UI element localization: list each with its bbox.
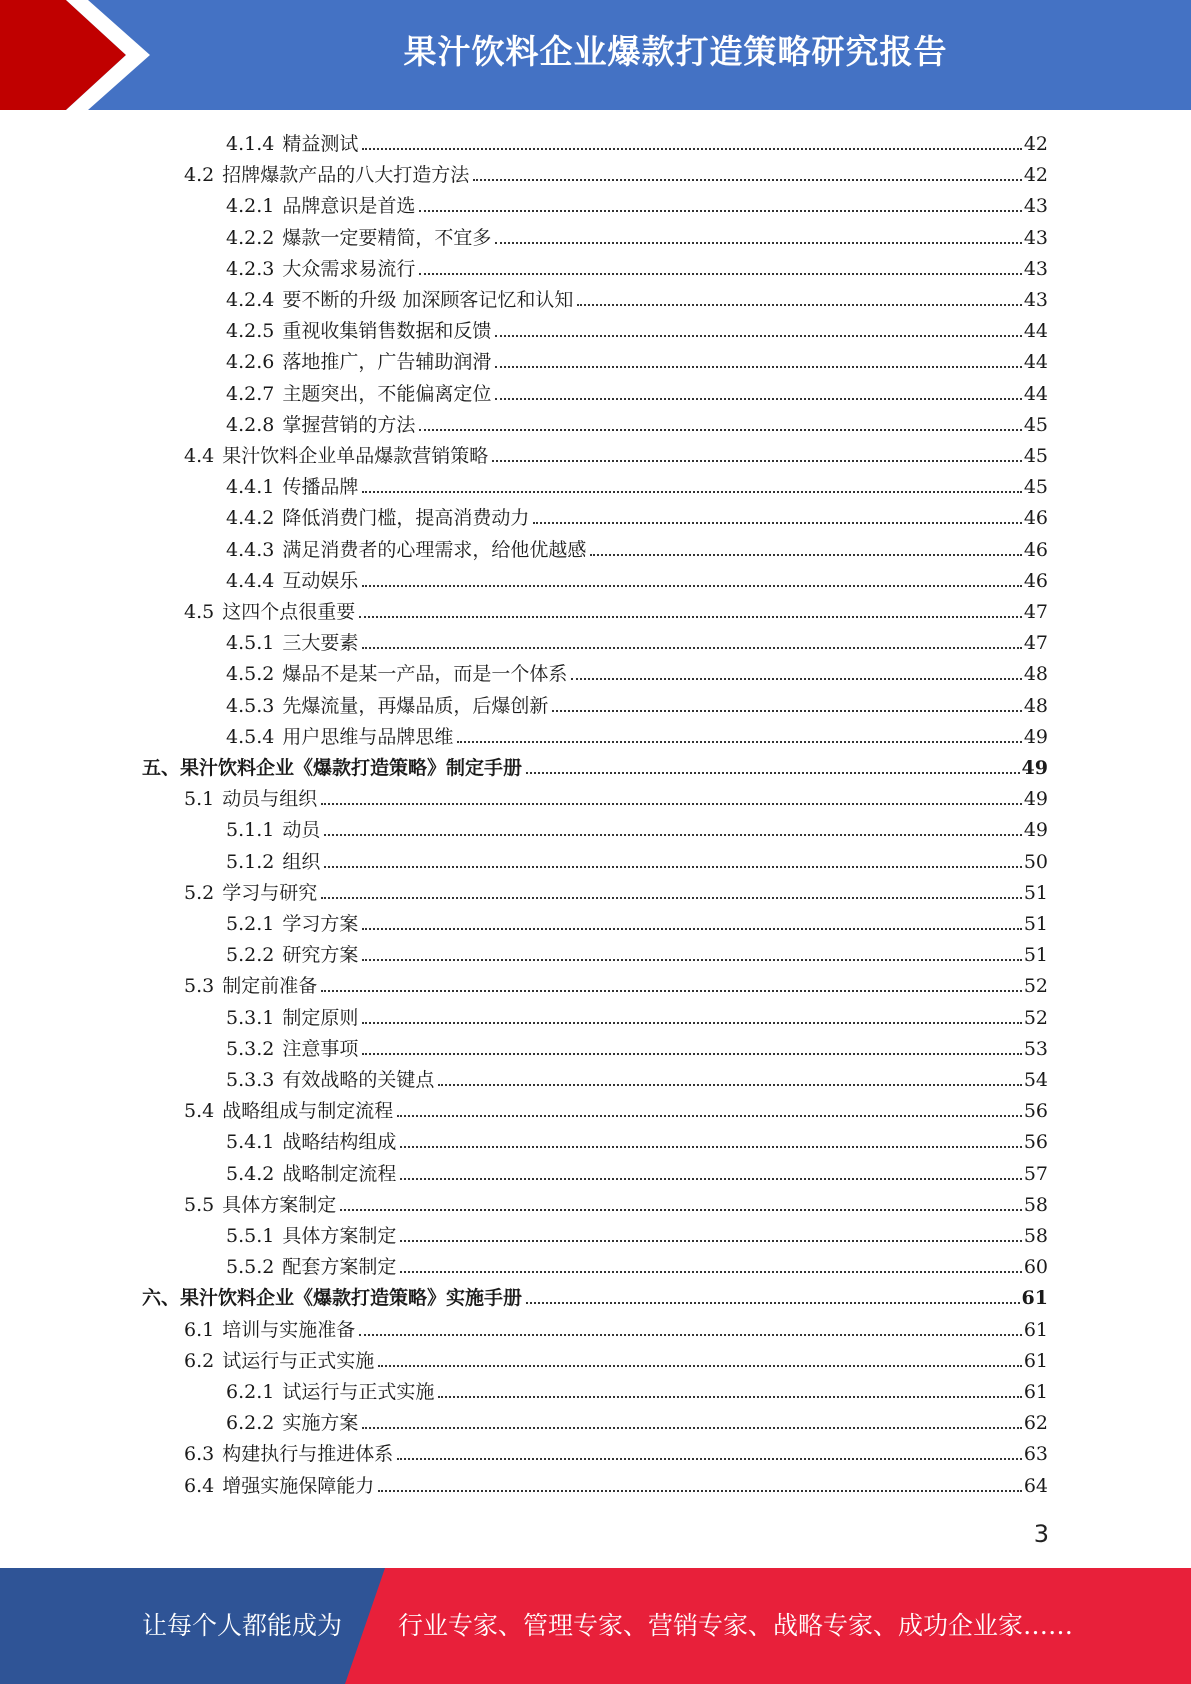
toc-entry[interactable] [226, 1002, 1048, 1030]
toc-entry-title: 满足消费者的心理需求，给他优越感 [282, 538, 587, 561]
toc-entry-number: 5.2 [184, 881, 215, 904]
toc-entry-title: 研究方案 [282, 944, 359, 967]
toc-entry-number: 4.5.2 [226, 663, 275, 686]
toc-entry-title: 动员与组织 [222, 788, 318, 811]
toc-entry-page: 46 [1023, 507, 1048, 530]
page-number: 3 [1033, 1520, 1049, 1548]
toc-entry-title: 增强实施保障能力 [222, 1474, 375, 1497]
toc-entry-number: 4.2.2 [226, 226, 275, 249]
toc-dot-leader [577, 304, 1021, 306]
toc-entry-page: 56 [1023, 1131, 1048, 1154]
toc-entry-number: 5.3.1 [226, 1006, 275, 1029]
toc-dot-leader [362, 585, 1021, 587]
toc-entry-number: 4.4.1 [226, 476, 275, 499]
toc-entry-page: 44 [1023, 320, 1048, 343]
footer-slogan-left: 让每个人都能成为 [142, 1611, 343, 1640]
toc-entry[interactable] [226, 1251, 1048, 1279]
toc-entry-page: 45 [1023, 476, 1048, 499]
toc-entry-title: 爆款一定要精简，不宜多 [282, 226, 492, 249]
toc-entry-page: 46 [1023, 538, 1048, 561]
toc-entry-number: 5.2.2 [226, 944, 275, 967]
toc-entry-number: 5.4 [184, 1100, 215, 1123]
toc-entry[interactable] [226, 534, 1048, 562]
toc-entry-page: 49 [1023, 725, 1048, 748]
toc-entry-title: 这四个点很重要 [222, 601, 356, 623]
toc-dot-leader [495, 398, 1021, 400]
toc-entry[interactable] [226, 846, 1048, 874]
toc-entry[interactable] [226, 565, 1048, 593]
toc-dot-leader [526, 772, 1020, 774]
toc-entry-title: 用户思维与品牌思维 [282, 725, 454, 748]
toc-dot-leader [492, 460, 1022, 462]
toc-dot-leader [340, 1209, 1022, 1211]
toc-entry-number: 4.4.2 [226, 507, 275, 530]
toc-entry-number: 6.4 [184, 1474, 215, 1497]
toc-entry-title: 六、果汁饮料企业《爆款打造策略》实施手册 [142, 1287, 523, 1310]
toc-dot-leader [419, 273, 1021, 275]
toc-entry-number: 4.5.4 [226, 725, 275, 748]
toc-entry-number: 4.4 [184, 445, 215, 467]
toc-dot-leader [419, 210, 1021, 212]
toc-entry-number: 4.2.6 [226, 351, 275, 374]
toc-entry-title: 有效战略的关键点 [282, 1069, 435, 1091]
toc-entry-page: 49 [1023, 819, 1048, 842]
toc-dot-leader [324, 834, 1021, 836]
toc-dot-leader [321, 990, 1022, 992]
toc-dot-leader [571, 678, 1021, 680]
toc-entry-title: 五、果汁饮料企业《爆款打造策略》制定手册 [142, 757, 523, 779]
toc-entry-number: 5.2.1 [226, 913, 275, 935]
toc-entry[interactable] [226, 253, 1048, 281]
toc-dot-leader [362, 1022, 1021, 1024]
toc-entry[interactable] [226, 1407, 1048, 1435]
toc-entry-page: 57 [1023, 1162, 1048, 1185]
toc-entry-page: 51 [1023, 944, 1048, 967]
toc-dot-leader [533, 522, 1021, 524]
toc-entry-page: 52 [1023, 975, 1048, 998]
toc-entry-page: 58 [1023, 1225, 1048, 1247]
toc-dot-leader [438, 1084, 1021, 1086]
toc-entry-number: 5.1.1 [226, 819, 275, 842]
toc-entry-title: 具体方案制定 [222, 1193, 337, 1216]
toc-entry-title: 学习方案 [282, 913, 359, 935]
toc-entry-page: 61 [1021, 1287, 1048, 1310]
toc-entry-number: 4.4.4 [226, 569, 275, 592]
toc-entry[interactable] [226, 814, 1048, 842]
toc-dot-leader [400, 1146, 1021, 1148]
toc-entry-title: 战略结构组成 [282, 1131, 397, 1154]
toc-entry[interactable] [226, 502, 1048, 530]
toc-entry-title: 实施方案 [282, 1412, 359, 1435]
toc-entry-page: 49 [1023, 788, 1048, 811]
toc-entry-title: 具体方案制定 [282, 1225, 397, 1247]
toc-dot-leader [378, 1365, 1022, 1367]
toc-entry-title: 试运行与正式实施 [222, 1349, 375, 1372]
toc-entry-page: 48 [1023, 663, 1048, 686]
toc-entry-title: 传播品牌 [282, 476, 359, 499]
toc-entry-page: 54 [1023, 1069, 1048, 1091]
toc-entry-title: 招牌爆款产品的八大打造方法 [222, 164, 470, 187]
toc-entry-number: 5.3.3 [226, 1069, 275, 1091]
toc-dot-leader [397, 1458, 1022, 1460]
toc-dot-leader [359, 1334, 1022, 1336]
toc-dot-leader [362, 959, 1021, 961]
toc-entry-page: 49 [1021, 757, 1048, 779]
toc-entry[interactable] [226, 1158, 1048, 1186]
toc-entry-number: 6.3 [184, 1443, 215, 1466]
toc-dot-leader [359, 616, 1022, 618]
toc-entry-number: 4.2 [184, 164, 215, 187]
toc-entry-number: 4.1.4 [226, 133, 275, 155]
toc-entry-number: 4.5.1 [226, 632, 275, 655]
toc-entry-number: 6.1 [184, 1318, 215, 1341]
toc-entry-number: 4.4.3 [226, 538, 275, 561]
toc-entry-number: 4.5.3 [226, 694, 275, 717]
report-title: 果汁饮料企业爆款打造策略研究报告 [403, 32, 948, 71]
toc-entry-number: 5.5.1 [226, 1225, 275, 1247]
toc-dot-leader [438, 1396, 1021, 1398]
toc-entry-page: 48 [1023, 694, 1048, 717]
toc-entry-title: 制定前准备 [222, 975, 318, 998]
toc-entry-page: 64 [1023, 1474, 1048, 1497]
toc-entry-title: 动员 [282, 819, 321, 842]
toc-entry-page: 44 [1023, 382, 1048, 405]
toc-entry-page: 43 [1023, 195, 1048, 218]
toc-entry-page: 47 [1023, 632, 1048, 655]
toc-entry-number: 4.2.3 [226, 257, 275, 280]
toc-entry[interactable] [184, 1470, 1048, 1498]
toc-entry-title: 大众需求易流行 [282, 257, 416, 280]
toc-entry-number: 4.2.5 [226, 320, 275, 343]
toc-entry[interactable] [226, 908, 1048, 936]
toc-entry-title: 制定原则 [282, 1006, 359, 1029]
toc-entry-page: 46 [1023, 569, 1048, 592]
toc-dot-leader [400, 1240, 1021, 1242]
toc-entry[interactable] [184, 440, 1048, 468]
toc-entry-page: 45 [1023, 445, 1048, 467]
toc-entry-title: 降低消费门槛，提高消费动力 [282, 507, 530, 530]
toc-dot-leader [362, 1053, 1021, 1055]
toc-entry[interactable] [184, 159, 1048, 187]
toc-entry-page: 43 [1023, 289, 1048, 311]
toc-entry[interactable] [226, 1126, 1048, 1154]
toc-entry-number: 5.1 [184, 788, 215, 811]
toc-entry[interactable] [226, 190, 1048, 218]
toc-entry-title: 注意事项 [282, 1037, 359, 1060]
toc-entry-title: 战略组成与制定流程 [222, 1100, 394, 1123]
toc-entry-number: 6.2.1 [226, 1381, 275, 1403]
toc-entry-number: 4.2.7 [226, 382, 275, 405]
toc-entry-title: 试运行与正式实施 [282, 1381, 435, 1403]
toc-entry-page: 51 [1023, 881, 1048, 904]
toc-entry-number: 6.2 [184, 1349, 215, 1372]
toc-entry-number: 4.2.4 [226, 289, 275, 311]
toc-dot-leader [400, 1178, 1021, 1180]
toc-entry-title: 互动娱乐 [282, 569, 359, 592]
toc-entry[interactable] [184, 596, 1048, 624]
toc-entry-title: 要不断的升级 加深顾客记忆和认知 [282, 289, 574, 311]
toc-entry-page: 56 [1023, 1100, 1048, 1123]
toc-entry[interactable] [184, 1345, 1048, 1373]
toc-entry-title: 培训与实施准备 [222, 1318, 356, 1341]
toc-entry-page: 63 [1023, 1443, 1048, 1466]
toc-dot-leader [362, 928, 1021, 930]
toc-entry-number: 6.2.2 [226, 1412, 275, 1435]
toc-dot-leader [362, 148, 1021, 150]
toc-dot-leader [495, 335, 1021, 337]
toc-entry-title: 品牌意识是首选 [282, 195, 416, 218]
toc-dot-leader [526, 1302, 1020, 1304]
toc-entry-number: 5.4.2 [226, 1162, 275, 1185]
toc-entry-page: 58 [1023, 1193, 1048, 1216]
page-footer [0, 1568, 1191, 1684]
toc-entry-number: 4.5 [184, 601, 215, 623]
toc-dot-leader [457, 741, 1021, 743]
toc-dot-leader [324, 866, 1021, 868]
toc-entry[interactable] [226, 690, 1048, 718]
toc-entry[interactable] [184, 1314, 1048, 1342]
toc-entry-title: 精益测试 [282, 133, 359, 155]
toc-dot-leader [473, 179, 1022, 181]
toc-entry-number: 5.5.2 [226, 1256, 275, 1279]
toc-entry[interactable] [142, 1282, 1048, 1310]
toc-dot-leader [362, 1427, 1021, 1429]
toc-entry[interactable] [226, 378, 1048, 406]
toc-dot-leader [495, 366, 1021, 368]
toc-entry-page: 53 [1023, 1037, 1048, 1060]
toc-entry-page: 61 [1023, 1318, 1048, 1341]
toc-dot-leader [321, 803, 1022, 805]
toc-entry[interactable] [226, 1064, 1048, 1092]
toc-entry-title: 配套方案制定 [282, 1256, 397, 1279]
toc-entry[interactable] [226, 658, 1048, 686]
toc-entry-title: 构建执行与推进体系 [222, 1443, 394, 1466]
toc-entry-page: 42 [1023, 164, 1048, 187]
toc-entry[interactable] [226, 128, 1048, 156]
toc-entry[interactable] [226, 1033, 1048, 1061]
toc-entry[interactable] [226, 284, 1048, 312]
toc-dot-leader [552, 710, 1021, 712]
toc-entry[interactable] [184, 1095, 1048, 1123]
toc-entry-title: 先爆流量，再爆品质，后爆创新 [282, 694, 549, 717]
toc-entry[interactable] [184, 877, 1048, 905]
toc-entry-page: 43 [1023, 226, 1048, 249]
toc-entry-title: 落地推广，广告辅助润滑 [282, 351, 492, 374]
toc-entry-page: 60 [1023, 1256, 1048, 1279]
toc-entry-page: 43 [1023, 257, 1048, 280]
toc-entry[interactable] [226, 409, 1048, 437]
toc-entry-page: 45 [1023, 413, 1048, 436]
toc-dot-leader [590, 554, 1021, 556]
toc-dot-leader [321, 897, 1022, 899]
toc-entry[interactable] [184, 783, 1048, 811]
toc-entry-title: 重视收集销售数据和反馈 [282, 320, 492, 343]
toc-entry-title: 果汁饮料企业单品爆款营销策略 [222, 445, 489, 467]
toc-entry-number: 4.2.1 [226, 195, 275, 218]
toc-entry[interactable] [226, 1376, 1048, 1404]
toc-entry-page: 42 [1023, 133, 1048, 155]
toc-entry-title: 爆品不是某一产品，而是一个体系 [282, 663, 568, 686]
page-header [0, 0, 1191, 110]
toc-entry[interactable] [184, 1438, 1048, 1466]
footer-slogan-right: 行业专家、管理专家、营销专家、战略专家、成功企业家…… [398, 1611, 1074, 1640]
toc-entry-page: 52 [1023, 1006, 1048, 1029]
toc-entry-page: 50 [1023, 850, 1048, 873]
toc-entry[interactable] [184, 970, 1048, 998]
toc-dot-leader [400, 1271, 1021, 1273]
toc-entry-page: 61 [1023, 1349, 1048, 1372]
toc-entry-number: 5.5 [184, 1193, 215, 1216]
toc-entry-page: 61 [1023, 1381, 1048, 1403]
toc-entry-title: 学习与研究 [222, 881, 318, 904]
toc-entry-number: 5.4.1 [226, 1131, 275, 1154]
toc-entry-number: 5.3.2 [226, 1037, 275, 1060]
toc-entry[interactable] [226, 721, 1048, 749]
toc-entry[interactable] [226, 346, 1048, 374]
toc-entry[interactable] [226, 939, 1048, 967]
toc-entry-page: 47 [1023, 601, 1048, 623]
toc-entry[interactable] [226, 627, 1048, 655]
toc-entry-title: 战略制定流程 [282, 1162, 397, 1185]
toc-entry[interactable] [226, 222, 1048, 250]
toc-entry-title: 主题突出，不能偏离定位 [282, 382, 492, 405]
toc-dot-leader [362, 647, 1021, 649]
toc-entry[interactable] [226, 1220, 1048, 1248]
toc-entry-title: 组织 [282, 850, 321, 873]
toc-dot-leader [362, 491, 1021, 493]
toc-dot-leader [378, 1490, 1022, 1492]
toc-entry-page: 62 [1023, 1412, 1048, 1435]
toc-entry[interactable] [226, 315, 1048, 343]
toc-dot-leader [495, 242, 1021, 244]
toc-entry-title: 三大要素 [282, 632, 359, 655]
toc-dot-leader [419, 429, 1021, 431]
toc-dot-leader [397, 1115, 1022, 1117]
toc-entry-number: 5.1.2 [226, 850, 275, 873]
toc-entry[interactable] [226, 471, 1048, 499]
toc-entry[interactable] [184, 1189, 1048, 1217]
toc-entry-page: 51 [1023, 913, 1048, 935]
toc-entry[interactable] [142, 752, 1048, 780]
toc-entry-number: 4.2.8 [226, 413, 275, 436]
toc-entry-page: 44 [1023, 351, 1048, 374]
toc-entry-number: 5.3 [184, 975, 215, 998]
toc-entry-title: 掌握营销的方法 [282, 413, 416, 436]
